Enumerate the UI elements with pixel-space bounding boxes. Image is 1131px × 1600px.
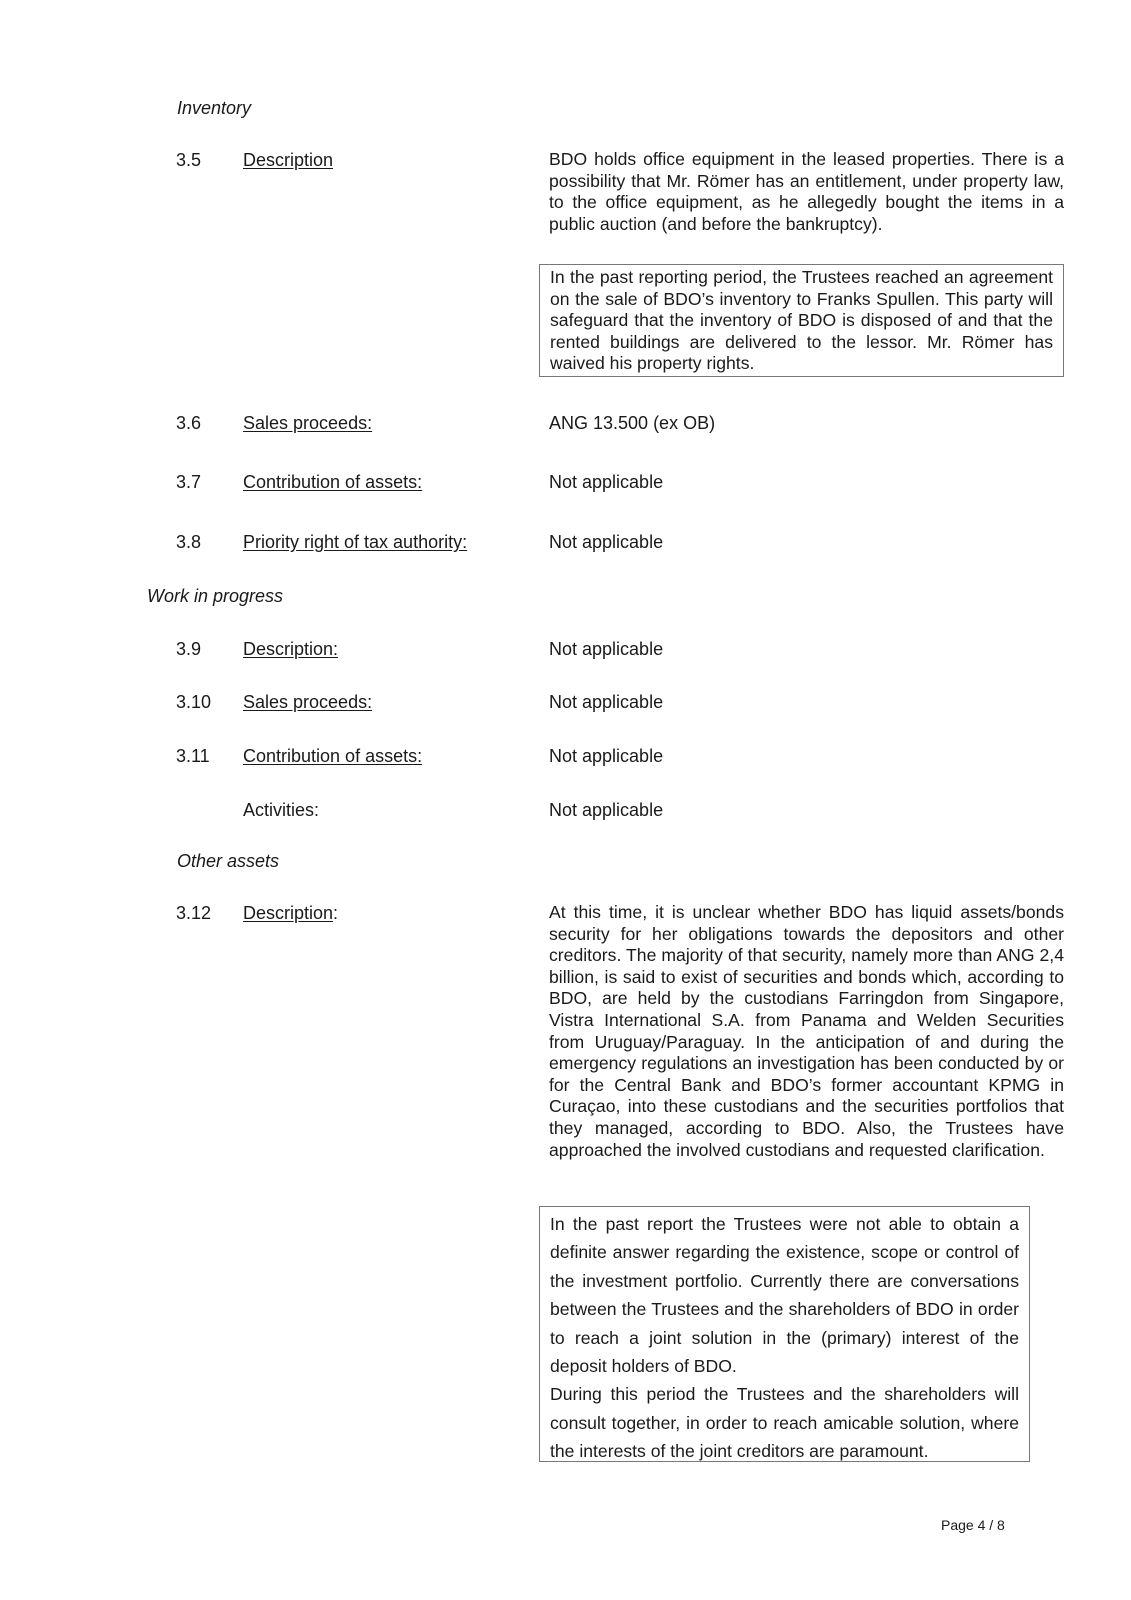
item-label-3-12-text: Description bbox=[243, 903, 334, 923]
item-value-3-7: Not applicable bbox=[549, 472, 664, 492]
update-box-3-12-paragraph-2: During this period the Trustees and the shareholders will consult together, in order to reach amicable solution, where the interests of the joint creditors are paramount. bbox=[550, 1384, 1019, 1462]
item-value-3-9: Not applicable bbox=[549, 639, 664, 659]
item-label-activities: Activities: bbox=[243, 800, 320, 820]
item-value-3-11: Not applicable bbox=[549, 746, 664, 766]
item-value-3-6: ANG 13.500 (ex OB) bbox=[549, 413, 716, 433]
item-number-3-9: 3.9 bbox=[176, 639, 202, 659]
item-value-3-5: BDO holds office equipment in the leased properties. There is a possibility that Mr. Römer has an entitlement, under property law, to the office equipment, as he allegedly bought the items in a public auction (and before the bankruptcy). bbox=[549, 149, 1064, 234]
item-number-3-10: 3.10 bbox=[176, 692, 212, 712]
item-number-3-7: 3.7 bbox=[176, 472, 202, 492]
item-number-3-8: 3.8 bbox=[176, 532, 202, 552]
item-label-3-11-text: Contribution of assets: bbox=[243, 746, 423, 766]
item-label-3-5 bbox=[243, 149, 333, 171]
item-number-3-11: 3.11 bbox=[176, 746, 210, 766]
item-label-3-8-text: Priority right of tax authority: bbox=[243, 532, 468, 552]
item-number-3-6: 3.6 bbox=[176, 413, 202, 433]
item-value-3-10: Not applicable bbox=[549, 692, 664, 712]
item-label-3-8 bbox=[243, 531, 467, 553]
item-label-3-9 bbox=[243, 638, 338, 660]
item-label-3-10-text: Sales proceeds: bbox=[243, 692, 373, 712]
item-value-3-12: At this time, it is unclear whether BDO has liquid assets/bonds security for her obligations towards the depositors and other creditors. The majority of that security, namely more than ANG 2,4 billion, is said to exist of securities and bonds which, according to BDO, are held by the custodians Farringdon from Singapore, Vistra International S.A. from Panama and Welden Securities from Uruguay/Paraguay. In the anticipation of and during the emergency regulations an investigation has been conducted by or for the Central Bank and BDO’s former accountant KPMG in Curaçao, into these custodians and the securities portfolios that they managed, according to BDO. Also, the Trustees have approached the involved custodians and requested clarification. bbox=[549, 902, 1064, 1160]
section-heading-inventory: Inventory bbox=[177, 98, 252, 118]
item-label-3-9-text: Description: bbox=[243, 639, 339, 659]
item-value-3-8: Not applicable bbox=[549, 532, 664, 552]
item-label-3-7 bbox=[243, 471, 422, 493]
item-number-3-5: 3.5 bbox=[176, 150, 202, 170]
section-heading-other-assets: Other assets bbox=[177, 851, 280, 871]
item-label-3-6 bbox=[243, 412, 372, 434]
item-label-3-7-text: Contribution of assets: bbox=[243, 472, 423, 492]
item-label-3-10 bbox=[243, 691, 372, 713]
section-heading-work-in-progress: Work in progress bbox=[147, 586, 284, 606]
update-box-3-12-paragraph-1: In the past report the Trustees were not able to obtain a definite answer regarding the existence, scope or control of the investment portfolio. Currently there are conversations between the Trustees and the shareholders of BDO in order to reach a joint solution in the (primary) interest of the deposit holders of BDO. bbox=[550, 1214, 1019, 1377]
item-label-3-6-text: Sales proceeds: bbox=[243, 413, 373, 433]
item-number-3-12: 3.12 bbox=[176, 903, 212, 923]
update-box-3-12 bbox=[539, 1206, 1030, 1462]
page-number: Page 4 / 8 bbox=[941, 1517, 1005, 1533]
item-label-3-12-suffix: : bbox=[333, 903, 339, 923]
item-label-3-5-text: Description bbox=[243, 150, 334, 170]
item-label-3-12 bbox=[243, 902, 338, 924]
item-value-activities: Not applicable bbox=[549, 800, 664, 820]
item-label-3-11 bbox=[243, 745, 422, 767]
update-box-3-5: In the past reporting period, the Trustees reached an agreement on the sale of BDO’s inventory to Franks Spullen. This party will safeguard that the inventory of BDO is disposed of and that the rented buildings are delivered to the lessor. Mr. Römer has waived his property rights. bbox=[539, 264, 1064, 377]
